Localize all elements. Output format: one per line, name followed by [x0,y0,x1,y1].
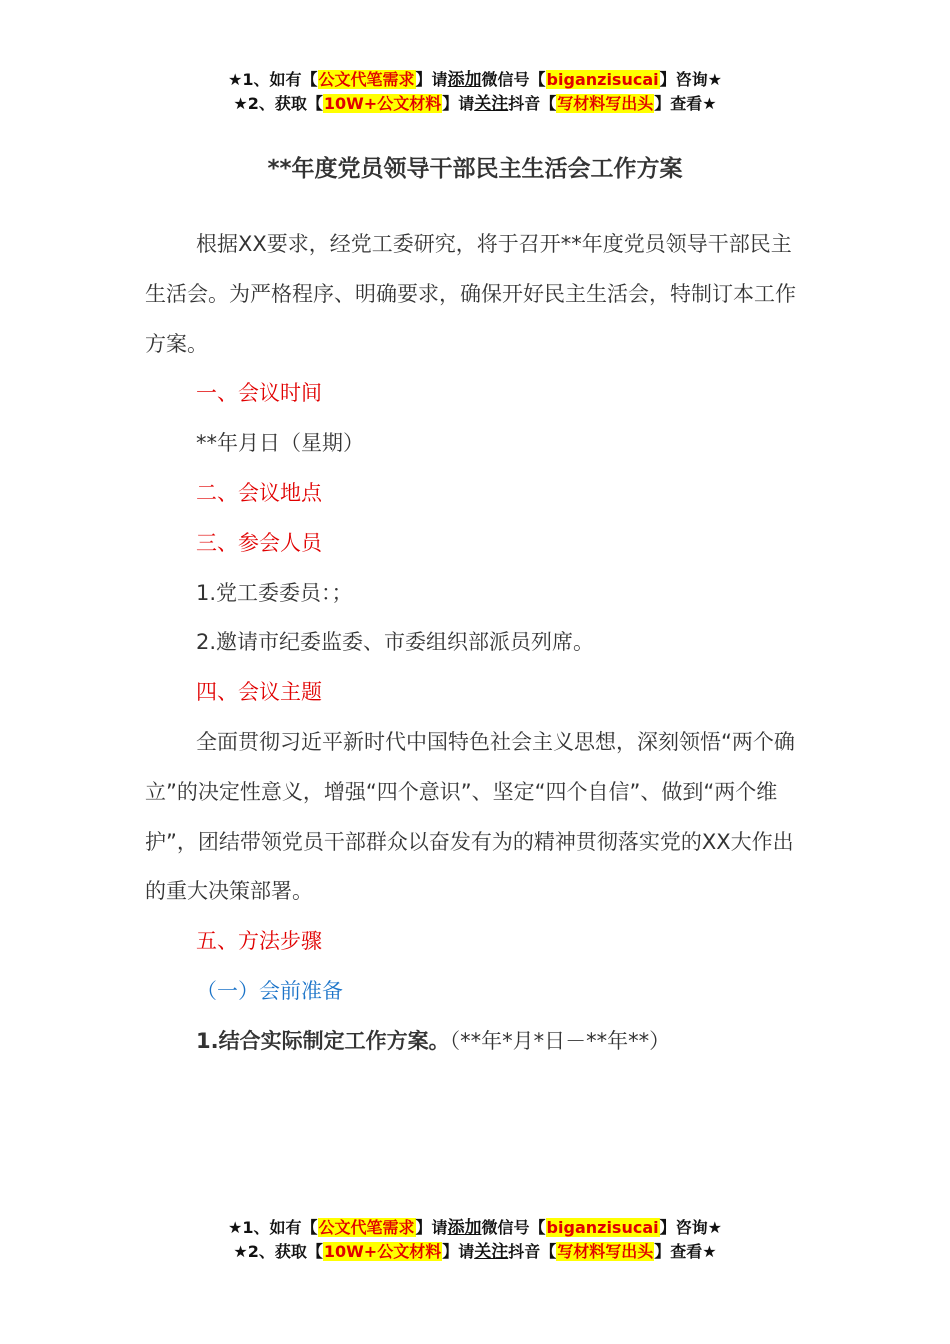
banner-text: 】请 [415,70,448,89]
banner-text: 】查看★ [654,94,717,113]
banner-emphasis: 关注 [474,1242,509,1262]
banner-highlight: 写材料写出头 [557,94,654,113]
section-heading-attendees: 三、参会人员 [196,530,322,555]
banner-line-2 [0,92,950,116]
banner-text: ★1、如有【 [228,1218,318,1237]
banner-highlight: 写材料写出头 [557,1242,654,1261]
banner-highlight: 10W+公文材料 [323,94,442,113]
attendee-item-2: 2.邀请市纪委监委、市委组织部派员列席。 [196,630,595,655]
banner-text: ★2、获取【 [233,94,323,113]
banner-line-1 [0,1216,950,1240]
subsection-heading-preparation: （一）会前准备 [196,978,343,1003]
attendee-item-1: 1.党工委委员：； [196,580,353,605]
banner-highlight: biganzisucai [546,70,659,89]
document-body [145,220,805,1067]
banner-text: 】咨询★ [659,70,722,89]
intro-paragraph: 根据XX要求，经党工委研究，将于召开**年度党员领导干部民主生活会。为严格程序、明确要求，确保开好民主生活会，特制订本工作方案。 [145,232,796,356]
banner-text: 】请 [442,1242,475,1261]
section-heading-location: 二、会议地点 [196,480,322,505]
step-1 [145,1017,805,1067]
step-1-lead: 1.结合实际制定工作方案。 [196,1028,450,1053]
banner-highlight: 10W+公文材料 [323,1242,442,1261]
banner-text: 抖音【 [508,94,557,113]
banner-emphasis: 关注 [474,94,509,114]
banner-text: 抖音【 [508,1242,557,1261]
header-banner [0,68,950,116]
banner-text: 】查看★ [654,1242,717,1261]
meeting-time: **年月日（星期） [196,431,364,456]
footer-banner [0,1216,950,1264]
banner-line-2 [0,1240,950,1264]
banner-text: 】咨询★ [659,1218,722,1237]
banner-highlight: biganzisucai [546,1218,659,1237]
banner-highlight: 公文代笔需求 [318,70,415,89]
section-heading-time: 一、会议时间 [196,381,322,406]
document-title: **年度党员领导干部民主生活会工作方案 [267,156,683,182]
banner-text: 】请 [415,1218,448,1237]
banner-emphasis: 添加 [447,70,482,90]
banner-emphasis: 添加 [447,1218,482,1238]
banner-line-1 [0,68,950,92]
theme-paragraph: 全面贯彻习近平新时代中国特色社会主义思想，深刻领悟“两个确立”的决定性意义，增强“四个意识”、坚定“四个自信”、做到“两个维护”，团结带领党员干部群众以奋发有为的精神贯彻落实党的XX大作出的重大决策部署。 [145,729,795,904]
banner-highlight: 公文代笔需求 [318,1218,415,1237]
banner-text: 微信号【 [481,1218,546,1237]
banner-text: ★1、如有【 [228,70,318,89]
banner-text: 微信号【 [481,70,546,89]
section-heading-steps: 五、方法步骤 [196,929,322,954]
step-1-dates: （**年*月*日－**年**） [449,1028,671,1053]
banner-text: ★2、获取【 [233,1242,323,1261]
section-heading-theme: 四、会议主题 [196,680,322,705]
banner-text: 】请 [442,94,475,113]
